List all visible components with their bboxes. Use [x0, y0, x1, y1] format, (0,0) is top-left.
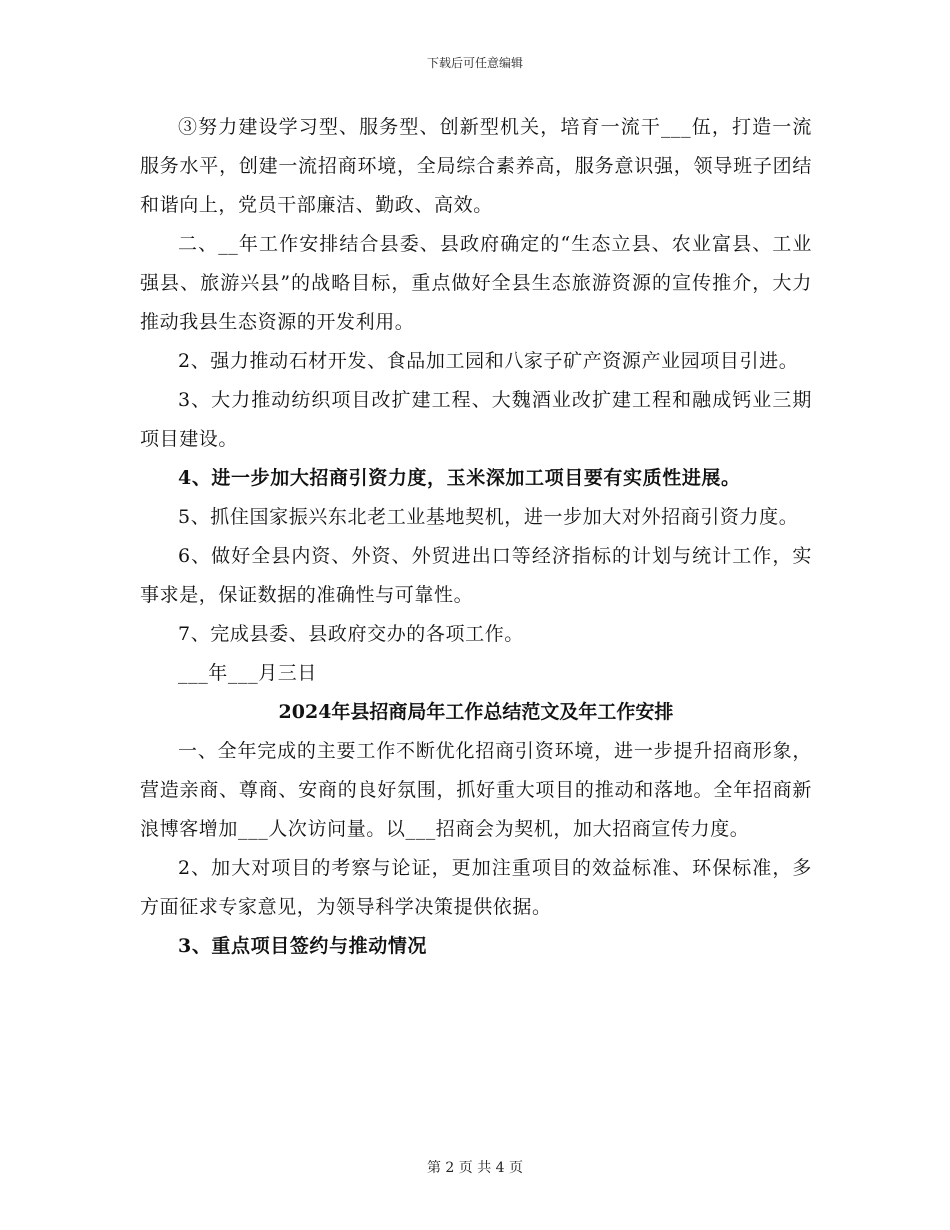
paragraph: 一、全年完成的主要工作不断优化招商引资环境，进一步提升招商形象，营造亲商、尊商、安商的良好氛围，抓好重大项目的推动和落地。全年招商新浪博客增加___人次访问量。以___招商会为契机，加大招商宣传力度。 — [140, 740, 812, 840]
paragraph: 5、抓住国家振兴东北老工业基地契机，进一步加大对外招商引资力度。 — [178, 506, 799, 528]
paragraph: 2、加大对项目的考察与论证，更加注重项目的效益标准、环保标准，多方面征求专家意见，为领导科学决策提供依据。 — [140, 857, 812, 918]
paragraph: ③努力建设学习型、服务型、创新型机关，培育一流干___伍，打造一流服务水平，创建一流招商环境，全局综合素养高，服务意识强，领导班子团结和谐向上，党员干部廉洁、勤政、高效。 — [140, 116, 812, 216]
paragraph: 7、完成县委、县政府交办的各项工作。 — [178, 623, 524, 645]
paragraph: 二、__年工作安排结合县委、县政府确定的“生态立县、农业富县、工业强县、旅游兴县”的战略目标，重点做好全县生态旅游资源的宣传推介，大力推动我县生态资源的开发利用。 — [140, 233, 812, 333]
paragraph: 2、强力推动石材开发、食品加工园和八家子矿产资源产业园项目引进。 — [178, 350, 799, 372]
header-note: 下载后可任意编辑 — [426, 56, 523, 70]
paragraph-bold: 3、重点项目签约与推动情况 — [178, 935, 428, 957]
page-footer: 第 2 页 共 4 页 — [426, 1160, 524, 1176]
section-title: 2024年县招商局年工作总结范文及年工作安排 — [278, 701, 674, 723]
date-line: ___年___月三日 — [178, 662, 318, 684]
paragraph-bold: 4、进一步加大招商引资力度，玉米深加工项目要有实质性进展。 — [178, 467, 741, 489]
paragraph: 6、做好全县内资、外资、外贸进出口等经济指标的计划与统计工作，实事求是，保证数据的准确性与可靠性。 — [140, 545, 812, 606]
paragraph: 3、大力推动纺织项目改扩建工程、大魏酒业改扩建工程和融成钙业三期项目建设。 — [140, 389, 812, 450]
document-body — [140, 108, 812, 966]
